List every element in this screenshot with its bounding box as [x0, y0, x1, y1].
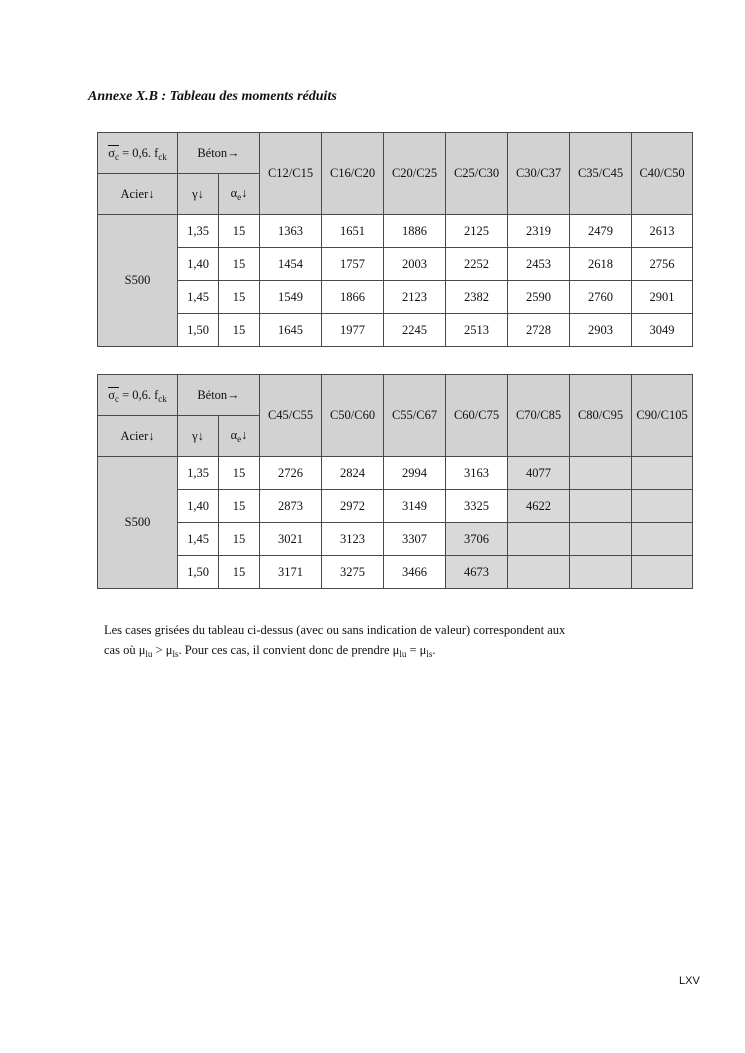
table-row	[98, 457, 693, 490]
value-cell-greyed	[632, 490, 693, 523]
value-cell: 1977	[322, 314, 384, 347]
column-header: C20/C25	[384, 133, 446, 215]
value-cell-greyed	[508, 556, 570, 589]
sigma-header-cell: $\sigma_c = 0,6$. $f_{ck}$	[98, 375, 178, 416]
alpha-cell: 15	[219, 248, 260, 281]
value-cell: 2726	[260, 457, 322, 490]
alpha-cell: 15	[219, 457, 260, 490]
steel-grade-cell: S500	[98, 215, 178, 347]
value-cell-greyed: 4622	[508, 490, 570, 523]
value-cell: 3123	[322, 523, 384, 556]
value-cell-greyed: 4077	[508, 457, 570, 490]
value-cell-greyed: 4673	[446, 556, 508, 589]
value-cell-greyed: 3706	[446, 523, 508, 556]
value-cell: 3307	[384, 523, 446, 556]
column-header: C12/C15	[260, 133, 322, 215]
sigma-header-cell: $\sigma_c = 0,6$. $f_{ck}$	[98, 133, 178, 174]
alpha-cell: 15	[219, 215, 260, 248]
value-cell: 2125	[446, 215, 508, 248]
value-cell: 3466	[384, 556, 446, 589]
value-cell: 2252	[446, 248, 508, 281]
value-cell: 2453	[508, 248, 570, 281]
alpha-cell: 15	[219, 556, 260, 589]
value-cell: 2901	[632, 281, 693, 314]
value-cell: 2319	[508, 215, 570, 248]
value-cell: 2994	[384, 457, 446, 490]
sigma-symbol: $\sigma_c$	[108, 145, 119, 162]
gamma-cell: 1,40	[178, 490, 219, 523]
column-header: C30/C37	[508, 133, 570, 215]
table-row	[98, 556, 693, 589]
gamma-cell: 1,50	[178, 314, 219, 347]
value-cell: 1886	[384, 215, 446, 248]
column-header: C45/C55	[260, 375, 322, 457]
value-cell: 3163	[446, 457, 508, 490]
note-line-2: cas où $\mu_{lu} > \mu_{ls}$. Pour ces cas, il convient donc de prendre $\mu_{lu} = \mu_{ls}$.	[104, 643, 436, 659]
table-row	[98, 248, 693, 281]
alpha-cell: 15	[219, 314, 260, 347]
value-cell: 1363	[260, 215, 322, 248]
gamma-cell: 1,45	[178, 523, 219, 556]
value-cell: 2972	[322, 490, 384, 523]
column-header: C25/C30	[446, 133, 508, 215]
column-header: C90/C105	[632, 375, 693, 457]
value-cell: 1549	[260, 281, 322, 314]
value-cell: 2513	[446, 314, 508, 347]
value-cell: 2756	[632, 248, 693, 281]
gamma-header-cell: γ↓	[178, 416, 219, 457]
value-cell: 2824	[322, 457, 384, 490]
column-header: C50/C60	[322, 375, 384, 457]
value-cell: 1866	[322, 281, 384, 314]
value-cell: 2903	[570, 314, 632, 347]
steel-grade-cell: S500	[98, 457, 178, 589]
annex-title: Annexe X.B : Tableau des moments réduits	[88, 89, 337, 104]
value-cell-greyed	[570, 523, 632, 556]
value-cell-greyed	[508, 523, 570, 556]
table-row	[98, 215, 693, 248]
note-line-1: Les cases grisées du tableau ci-dessus (avec ou sans indication de valeur) correspondent aux	[104, 623, 566, 637]
alpha-header-cell: $\alpha_e↓$	[219, 174, 260, 215]
column-header: C40/C50	[632, 133, 693, 215]
sigma-symbol: $\sigma_c$	[108, 387, 119, 404]
page-number: LXV	[679, 975, 700, 987]
value-cell: 3149	[384, 490, 446, 523]
value-cell: 2760	[570, 281, 632, 314]
value-cell-greyed	[570, 490, 632, 523]
table-row	[98, 523, 693, 556]
alpha-cell: 15	[219, 523, 260, 556]
alpha-cell: 15	[219, 490, 260, 523]
value-cell: 2382	[446, 281, 508, 314]
value-cell: 2590	[508, 281, 570, 314]
value-cell: 2728	[508, 314, 570, 347]
value-cell-greyed	[570, 457, 632, 490]
gamma-cell: 1,45	[178, 281, 219, 314]
reduced-moments-table-1	[97, 132, 693, 347]
alpha-cell: 15	[219, 281, 260, 314]
header-row	[98, 375, 693, 416]
acier-header-cell: Acier↓	[98, 174, 178, 215]
value-cell: 1651	[322, 215, 384, 248]
gamma-header-cell: γ↓	[178, 174, 219, 215]
beton-header-cell: Béton→	[178, 375, 260, 416]
value-cell: 1757	[322, 248, 384, 281]
alpha-header-cell: $\alpha_e↓$	[219, 416, 260, 457]
reduced-moments-table-2	[97, 374, 693, 589]
value-cell: 3325	[446, 490, 508, 523]
column-header: C35/C45	[570, 133, 632, 215]
column-header: C16/C20	[322, 133, 384, 215]
gamma-cell: 1,50	[178, 556, 219, 589]
column-header: C60/C75	[446, 375, 508, 457]
value-cell: 1454	[260, 248, 322, 281]
value-cell: 2613	[632, 215, 693, 248]
value-cell-greyed	[632, 556, 693, 589]
column-header: C55/C67	[384, 375, 446, 457]
gamma-cell: 1,35	[178, 457, 219, 490]
value-cell-greyed	[570, 556, 632, 589]
value-cell: 2123	[384, 281, 446, 314]
value-cell: 1645	[260, 314, 322, 347]
header-row	[98, 133, 693, 174]
greyed-cells-note	[104, 620, 664, 664]
value-cell: 2618	[570, 248, 632, 281]
acier-header-cell: Acier↓	[98, 416, 178, 457]
gamma-cell: 1,35	[178, 215, 219, 248]
value-cell: 2479	[570, 215, 632, 248]
value-cell: 3049	[632, 314, 693, 347]
table-row	[98, 490, 693, 523]
table-row	[98, 281, 693, 314]
value-cell: 3171	[260, 556, 322, 589]
gamma-cell: 1,40	[178, 248, 219, 281]
column-header: C80/C95	[570, 375, 632, 457]
table-row	[98, 314, 693, 347]
value-cell: 3021	[260, 523, 322, 556]
value-cell-greyed	[632, 457, 693, 490]
value-cell: 2003	[384, 248, 446, 281]
value-cell: 2245	[384, 314, 446, 347]
value-cell: 3275	[322, 556, 384, 589]
column-header: C70/C85	[508, 375, 570, 457]
value-cell: 2873	[260, 490, 322, 523]
beton-header-cell: Béton→	[178, 133, 260, 174]
value-cell-greyed	[632, 523, 693, 556]
